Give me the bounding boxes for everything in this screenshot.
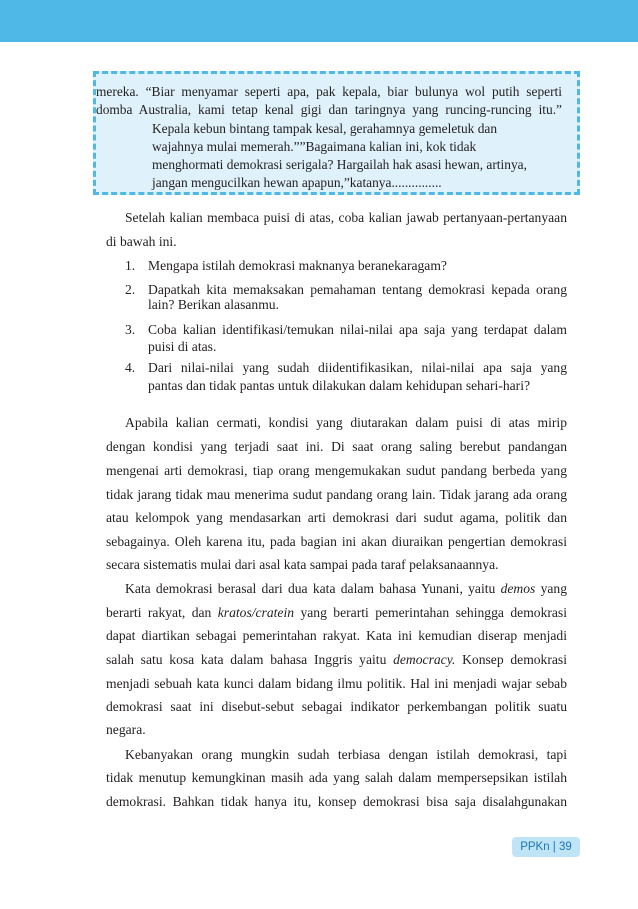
top-color-band [0,0,638,42]
question-text: Dapatkah kita memaksakan pemahaman tentang demokrasi kepada orang [148,282,567,297]
question-number: 1. [125,258,136,273]
paragraph-line: salah satu kosa kata dalam bahasa Inggris yaitu democracy. Konsep demokrasi [106,652,567,667]
paragraph-line: negara. [106,722,146,737]
question-text: lain? Berikan alasanmu. [148,297,279,312]
paragraph-line: demokrasi. Bahkan tidak hanya itu, konsep demokrasi bisa saja disalahgunakan [106,794,567,809]
question-number: 4. [125,360,136,375]
question-text: Dari nilai-nilai yang sudah diidentifikasikan, nilai-nilai apa saja yang [148,360,567,375]
intro-line: Setelah kalian membaca puisi di atas, coba kalian jawab pertanyaan-pertanyaan [125,210,567,225]
paragraph-line: secara sistematis mulai dari asal kata sampai pada taraf pelaksanaannya. [106,557,499,572]
term-kratos: kratos/cratein [217,605,295,620]
paragraph-line: mengenai arti demokrasi, tiap orang mengemukakan sudut pandang berbeda yang [106,463,567,478]
paragraph-line: atau kelompok yang mendasarkan arti demokrasi dari sudut agama, politik dan [106,510,567,525]
poem-line: menghormati demokrasi serigala? Hargailah hak asasi hewan, artinya, [152,157,527,172]
paragraph-line: Kata demokrasi berasal dari dua kata dalam bahasa Yunani, yaitu demos yang [125,581,567,596]
paragraph-line: Kebanyakan orang mungkin sudah terbiasa dengan istilah demokrasi, tapi [125,747,567,762]
poem-line: domba Australia, kami tetap kenal gigi dan taringnya yang runcing-runcing itu.” [96,102,562,117]
intro-line: di bawah ini. [106,234,177,249]
paragraph-line: Apabila kalian cermati, kondisi yang diutarakan dalam puisi di atas mirip [125,415,567,430]
poem-line: mereka. “Biar menyamar seperti apa, pak kepala, biar bulunya wol putih seperti [96,84,562,99]
question-text: puisi di atas. [148,339,217,354]
paragraph-line: tidak menutup kemungkinan masih ada yang salah dalam mempersepsikan istilah [106,770,567,785]
paragraph-line: berarti rakyat, dan kratos/cratein yang berarti pemerintahan sehingga demokrasi [106,605,567,620]
paragraph-line: menjadi sebuah kata kunci dalam bidang ilmu politik. Hal ini menjadi wajar sebab [106,676,567,691]
poem-line: wajahnya mulai memerah.””Bagaimana kalian ini, kok tidak [152,139,477,154]
paragraph-line: dapat diartikan sebagai pemerintahan rakyat. Kata ini kemudian diserap menjadi [106,628,567,643]
question-text: Mengapa istilah demokrasi maknanya beranekaragam? [148,258,447,273]
question-number: 2. [125,282,136,297]
paragraph-line: dengan kondisi yang terjadi saat ini. Di saat orang saling berebut pandangan [106,439,567,454]
poem-line: jangan mengucilkan hewan apapun,”katanya............... [152,175,442,190]
term-democracy: democracy. [393,652,456,667]
paragraph-line: sebagainya. Oleh karena itu, pada bagian ini akan diuraikan pengertian demokrasi [106,534,567,549]
paragraph-line: demokrasi saat ini disebut-sebut sebagai indikator perkembangan politik suatu [106,699,567,714]
poem-excerpt-box [93,71,580,195]
question-text: Coba kalian identifikasi/temukan nilai-nilai apa saja yang terdapat dalam [148,322,567,337]
question-text: pantas dan tidak pantas untuk dilakukan dalam kehidupan sehari-hari? [148,378,531,393]
paragraph-line: tidak jarang tidak mau menerima sudut pandang orang lain. Tidak jarang ada orang [106,487,567,502]
page-number-badge: PPKn | 39 [512,837,580,857]
question-number: 3. [125,322,136,337]
term-demos: demos [500,581,536,596]
poem-line: Kepala kebun bintang tampak kesal, gerahamnya gemeletuk dan [152,121,498,136]
